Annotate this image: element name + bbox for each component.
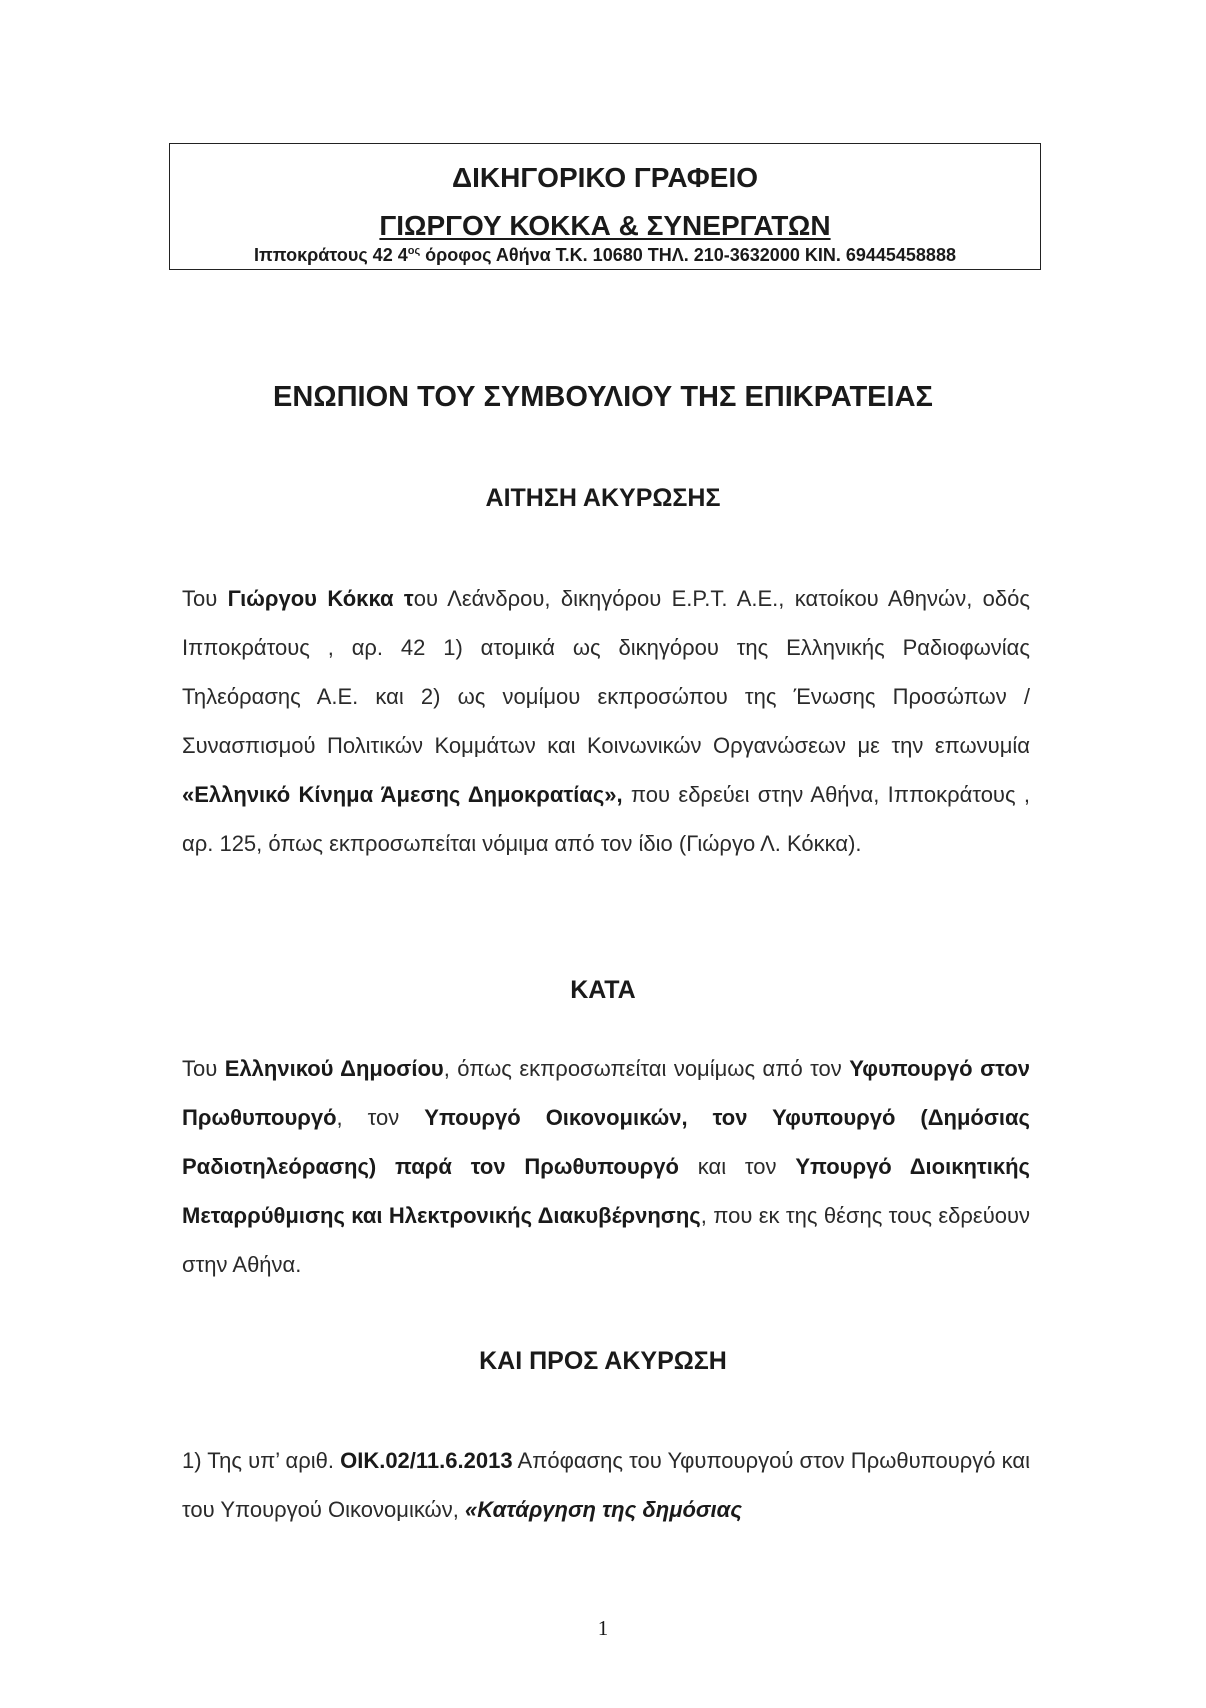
- para3-text-2: Απόφασης του Υφυπουργού στον Πρωθυπουργό και του Υπουργού Οικονομικών,: [182, 1448, 1030, 1522]
- para1-bold-2: «Ελληνικό Κίνημα Άμεσης Δημοκρατίας»,: [182, 782, 623, 807]
- section-heading-petition: ΑΙΤΗΣΗ ΑΚΥΡΩΣΗΣ: [485, 484, 721, 512]
- address-part-1: Ιπποκράτους 42 4: [254, 245, 408, 265]
- letterhead-box: [169, 143, 1041, 270]
- court-heading: ΕΝΩΠΙΟΝ ΤΟΥ ΣΥΜΒΟΥΛΙΟΥ ΤΗΣ ΕΠΙΚΡΑΤΕΙΑΣ: [273, 381, 933, 413]
- para2-text-5: , που εκ της θέσης τους εδρεύουν στην Αθήνα.: [182, 1203, 1030, 1277]
- letterhead-title: ΔΙΚΗΓΟΡΙΚΟ ΓΡΑΦΕΙΟ: [451, 162, 759, 193]
- para1-text-2: ου Λεάνδρου, δικηγόρου Ε.Ρ.Τ. Α.Ε., κατοίκου Αθηνών, οδός Ιπποκράτους , αρ. 42 1) ατομικά ως δικηγόρου της Ελληνικής Ραδιοφωνίας Τηλεόρασης Α.Ε. και 2) ως νομίμου εκπροσώπου της Ένωσης Προσώπων / Συνασπισμού Πολιτικών Κομμάτων και Κοινωνικών Οργανώσεων με την επωνυμία: [182, 586, 1030, 758]
- para2-text-1: Του: [182, 1056, 225, 1081]
- page-number: 1: [597, 1616, 609, 1640]
- section-heading-for-annulment: ΚΑΙ ΠΡΟΣ ΑΚΥΡΩΣΗ: [479, 1347, 727, 1375]
- address-part-2: όροφος Αθήνα Τ.Κ. 10680 ΤΗΛ. 210-3632000 ΚΙΝ. 69445458888: [420, 245, 956, 265]
- letterhead-firm-name-text: ΓΙΩΡΓΟΥ ΚΟΚΚΑ & ΣΥΝΕΡΓΑΤΩΝ: [379, 210, 831, 241]
- respondents-paragraph: [182, 1044, 1030, 1289]
- letterhead-firm-name: [170, 210, 1040, 242]
- para1-text-3: που εδρεύει στην Αθήνα, Ιπποκράτους , αρ. 125, όπως εκπροσωπείται νόμιμα από τον ίδιο (Γιώργο Λ. Κόκκα).: [182, 782, 1030, 856]
- para2-bold-1: Ελληνικού Δημοσίου: [224, 1056, 444, 1081]
- para3-bold-1: ΟΙΚ.02/11.6.2013: [340, 1448, 513, 1473]
- annulment-paragraph: [182, 1436, 1030, 1534]
- para2-text-2: , όπως εκπροσωπείται νομίμως από τον: [443, 1056, 850, 1081]
- address-superscript: ος: [407, 245, 421, 257]
- para2-bold-3: Υπουργό Οικονομικών, τον Υφυπουργό (Δημόσιας Ραδιοτηλεόρασης) παρά τον Πρωθυπουργό: [182, 1105, 1030, 1179]
- para2-bold-4: Υπουργό Διοικητικής Μεταρρύθμισης και Ηλεκτρονικής Διακυβέρνησης: [182, 1154, 1030, 1228]
- para1-bold-1: Γιώργου Κόκκα τ: [227, 586, 414, 611]
- para3-text-1: 1) Της υπ’ αριθ.: [182, 1448, 341, 1473]
- para2-text-3: , τον: [336, 1105, 425, 1130]
- section-heading-against: ΚΑΤΑ: [570, 976, 636, 1004]
- para2-bold-2: Υφυπουργό στον Πρωθυπουργό: [182, 1056, 1030, 1130]
- letterhead-address: [170, 245, 1040, 266]
- para3-bold-italic-1: «Κατάργηση της δημόσιας: [464, 1497, 742, 1522]
- para2-text-4: και τον: [678, 1154, 796, 1179]
- petitioner-paragraph: [182, 574, 1030, 868]
- para1-text-1: Του: [182, 586, 228, 611]
